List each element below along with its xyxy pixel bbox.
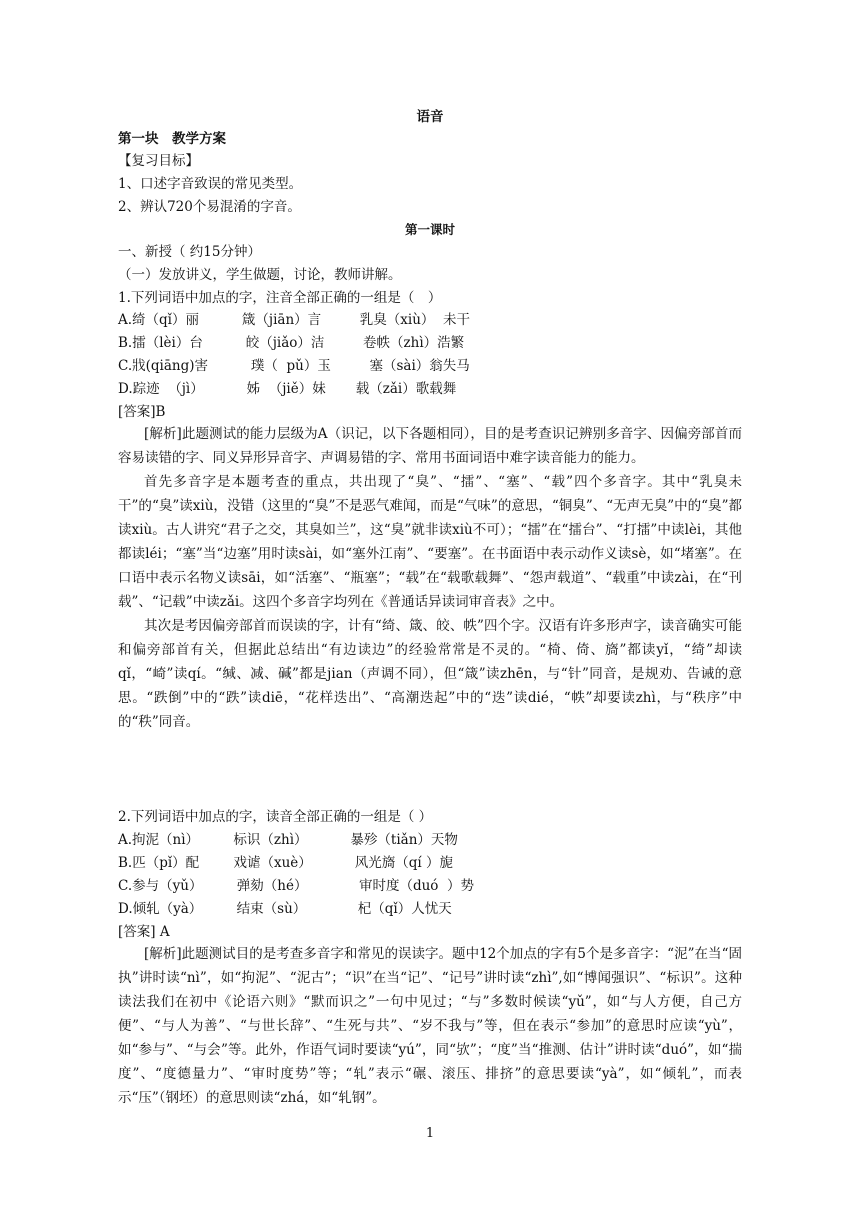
analysis-paragraph: 其次是考因偏旁部首而误读的字，计有“绮、箴、皎、帙”四个字。汉语有许多形声字，读音确实可能和偏旁部首有关，但据此总结出“有边读边”的经验常常是不灵的。“椅、倚、旖”都读yǐ，“绮”却读qǐ，“崎”读qí。“缄、减、碱”都是jian（声调不同），但“箴”读zhēn，与“针”同音，是规劝、告诫的意思。“跌倒”中的“跌”读diē，“花样迭出”、“高潮迭起”中的“迭”读dié，“帙”却要读zhì，与“秩序”中的“秩”同音。 <box>118 618 742 730</box>
page-number: 1 <box>425 1126 435 1141</box>
question-option: A.绮（qǐ）丽 箴（jiān）言 乳臭（xiù） 未干 <box>118 312 470 328</box>
analysis-paragraph: [解析]此题测试目的是考查多音字和常见的误读字。题中12个加点的字有5个是多音字：“泥”在当“固执”讲时读“nì”，如“拘泥”、“泥古”；“识”在当“记”、“记号”讲时读“zhì”,如“博闻强识”、“标识”。这种读法我们在初中《论语六则》“默而识之”一句中见过；“与”多数时候读“yǔ”，如“与人方便，自己方便”、“与人为善”、“与世长辞”、“生死与共”、“岁不我与”等，但在表示“参加”的意思时应读“yù”，如“参与”、“与会”等。此外，作语气词时要读“yú”，同“欤”；“度”当“推测、估计”讲时读“duó”，如“揣度”、“度德量力”、“审时度势”等；“轧”表示“碾、滚压、排挤”的意思要读“yà”，如“倾轧”，而表示“压”（钢坯）的意思则读“zhá，如“轧钢”。 <box>118 946 742 1106</box>
question-option: C.戕(qiāng)害 璞（ pǔ）玉 塞（sài）翁失马 <box>118 358 470 374</box>
question-option: B.匹（pǐ）配 戏谑（xuè） 风光旖（qí ）旎 <box>118 855 453 871</box>
goal-item: 1、口述字音致误的常见类型。 <box>118 176 303 192</box>
goal-heading: 【复习目标】 <box>118 153 199 169</box>
lesson-title: 第一课时 <box>404 222 455 237</box>
question-stem: 1.下列词语中加点的字，注音全部正确的一组是（ ） <box>118 290 442 306</box>
goal-item: 2、辨认720个易混淆的字音。 <box>118 199 301 215</box>
answer-line: [答案] A <box>118 924 170 940</box>
analysis-block <box>118 422 742 734</box>
question-option: B.擂（lèi）台 皎（jiǎo）洁 卷帙（zhì）浩繁 <box>118 335 465 351</box>
doc-title: 语音 <box>416 109 444 125</box>
question-option: A.拘泥（nì） 标识（zhì） 暴殄（tiǎn）天物 <box>118 832 458 848</box>
analysis-paragraph: [解析]此题测试的能力层级为A（识记，以下各题相同），目的是考查识记辨别多音字、因偏旁部首而容易读错的字、同义异形异音字、声调易错的字、常用书面词语中难字读音能力的能力。 <box>118 426 742 466</box>
question-option: D.踪迹 （jì） 姊 （jiě）妹 载（zǎi）歌载舞 <box>118 381 457 397</box>
answer-line: [答案]B <box>118 404 166 420</box>
step-heading: 一、新授（ 约15分钟） <box>118 244 261 260</box>
analysis-paragraph: 首先多音字是本题考查的重点，共出现了“臭”、“擂”、“塞”、“载”四个多音字。其中“乳臭未干”的“臭”读xiù，没错（这里的“臭”不是恶气难闻，而是“气味”的意思，“铜臭”、“无声无臭”中的“臭”都读xiù。古人讲究“君子之交，其臭如兰”，这“臭”就非读xiù不可）；“擂”在“擂台”、“打擂”中读lèi，其他都读léi；“塞”当“边塞”用时读sài，如“塞外江南”、“要塞”。在书面语中表示动作义读sè，如“堵塞”。在口语中表示名物义读sāi，如“活塞”、“瓶塞”；“载”在“载歌载舞”、“怨声载道”、“载重”中读zài，在“刊载”、“记载”中读zǎi。这四个多音字均列在《普通话异读词审音表》之中。 <box>118 474 742 610</box>
question-option: C.参与（yǔ） 弹劾（hé） 审时度（duó ）势 <box>118 878 475 894</box>
section-heading: 第一块 教学方案 <box>118 131 226 147</box>
analysis-block <box>118 942 742 1110</box>
question-stem: 2.下列词语中加点的字，读音全部正确的一组是（ ） <box>118 809 433 825</box>
question-option: D.倾轧（yà） 结束（sù） 杞（qǐ）人忧天 <box>118 901 452 917</box>
step-subheading: （一）发放讲义，学生做题，讨论，教师讲解。 <box>118 267 402 283</box>
